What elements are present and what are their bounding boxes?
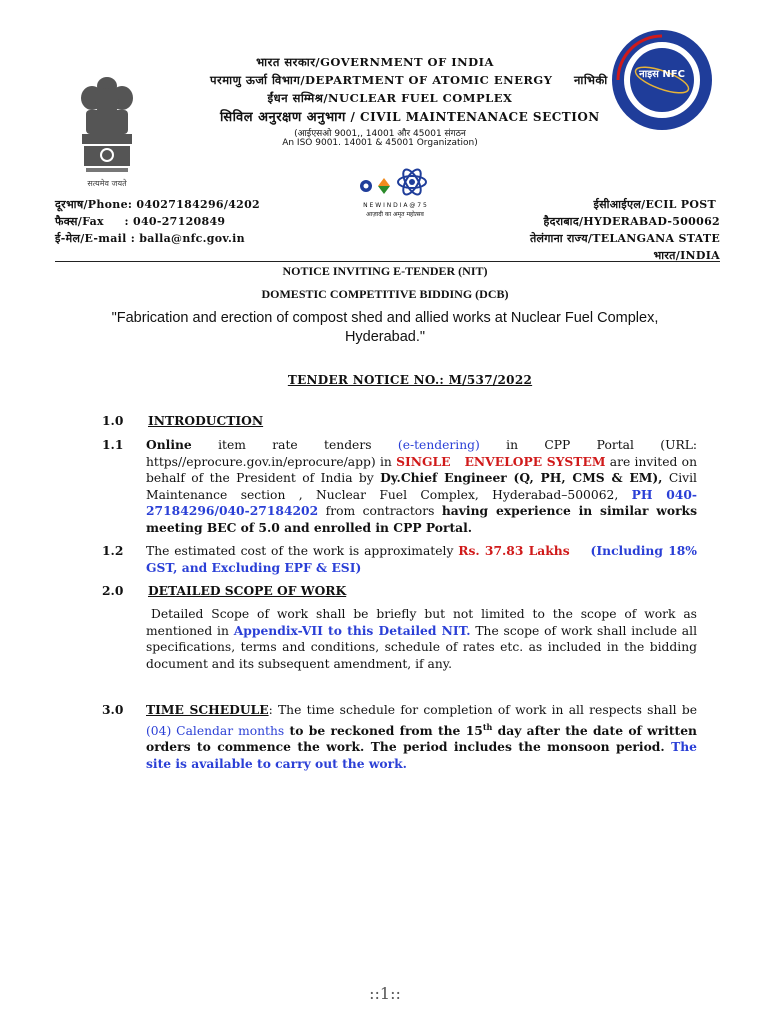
s11-text-j: from contractors [318, 504, 442, 518]
s11-dy-chief: Dy.Chief Engineer (Q, PH, CMS & EM), [380, 470, 663, 485]
s11-text [146, 437, 697, 536]
header-nfc: ईंधन सम्मिश्र/NUCLEAR FUEL COMPLEX [267, 91, 513, 105]
center-logos [350, 158, 440, 228]
s3-site: The site is available to carry out the work. [146, 739, 697, 771]
contact-country: भारत/INDIA [653, 249, 720, 262]
s11-text-d: in CPP Portal (URL: https//eprocure.gov.in/eprocure/app) in [146, 438, 698, 469]
s12-text-a: The estimated cost of the work is approximately [146, 544, 459, 558]
s3-text [146, 702, 697, 772]
s2-appendix: Appendix-VII to this Detailed NIT. [233, 622, 471, 638]
nfc-logo [612, 28, 712, 138]
title-nit: NOTICE INVITING E-TENDER (NIT) [282, 264, 488, 278]
header-section [220, 107, 620, 125]
tender-notice-no: TENDER NOTICE NO.: M/537/2022 [287, 373, 533, 387]
s3-number: 3.0 [102, 702, 124, 717]
emblem-caption: सत्यमेव जयते [87, 179, 127, 188]
s1-number: 1.0 [102, 413, 124, 428]
contact-left [55, 196, 345, 247]
s12-number: 1.2 [102, 543, 124, 558]
national-emblem [72, 72, 142, 187]
s11-text-f: are invited on behalf of the President of India by [146, 454, 697, 485]
s11-text-h: Civil Maintenance section , Nuclear Fuel Complex, Hyderabad–500062, [146, 471, 697, 502]
s12-text [146, 543, 702, 576]
s12-gst: (Including 18% GST, and Excluding EPF & ESI) [146, 543, 702, 575]
s3-text-a: : The time schedule for completion of work in all respects shall be [268, 703, 698, 717]
s2-text-c: The scope of work shall include all specifications, terms and conditions, schedule of rates etc. as included in the bidding document and its subsequent amendment, if any. [146, 623, 698, 671]
contact-city: हैदराबाद/HYDERABAD-500062 [543, 215, 720, 228]
contact-fax: फैक्स/Fax : 040-27120849 [55, 215, 226, 228]
s3-months: (04) Calendar months [146, 723, 285, 738]
s11-etendering: (e-tendering) [397, 438, 480, 452]
header-divider [55, 261, 720, 262]
page-number: ::1:: [369, 984, 401, 1003]
s3-sup: th [482, 721, 493, 732]
work-title-line1: "Fabrication and erection of compost shed and allied works at Nuclear Fuel Complex, [111, 310, 659, 326]
s3-text-d: day after the date of written orders to commence the work. The period includes the monsoon period. [146, 722, 697, 755]
header-dae: परमाणु ऊर्जा विभाग/DEPARTMENT OF ATOMIC ENERGY [210, 73, 553, 87]
s2-text [146, 606, 697, 672]
contact-post: ईसीआईएल/ECIL POST [593, 198, 716, 211]
center-logo-caption-1: N E W I N D I A @ 7 5 [363, 202, 427, 209]
header-govt: भारत सरकार/GOVERNMENT OF INDIA [256, 55, 494, 69]
header-section-en: / CIVIL MAINTENANACE SECTION [350, 110, 600, 124]
s3-text-c: to be reckoned from the 15 [284, 722, 483, 738]
s11-text-b: item rate tenders [191, 438, 398, 452]
center-logo-caption-2: आज़ादी का अमृत महोत्सव [366, 211, 424, 218]
work-title-line2: Hyderabad." [344, 329, 426, 345]
s11-number: 1.1 [102, 437, 124, 452]
s11-experience: having experience in similar works meeting BEC of 5.0 and enrolled in CPP Portal. [146, 503, 697, 535]
contact-state: तेलंगाना राज्य/TELANGANA STATE [529, 232, 720, 245]
header-section-hi: सिविल अनुरक्षण अनुभाग [220, 110, 346, 125]
contact-right [440, 196, 720, 264]
contact-email[interactable]: ई-मेल/E-mail : balla@nfc.gov.in [55, 232, 245, 245]
nfc-logo-text: नाइस NFC [639, 69, 685, 80]
work-title [70, 309, 700, 347]
contact-phone: दूरभाष/Phone: 04027184296/4202 [55, 198, 261, 211]
s11-online: Online [146, 437, 192, 452]
s2-number: 2.0 [102, 583, 124, 598]
header-nabhiki: नाभिकी [574, 73, 608, 87]
s12-cost: Rs. 37.83 Lakhs [458, 543, 570, 558]
s2-title: DETAILED SCOPE OF WORK [148, 583, 347, 598]
header-iso-hi: (आईएसओ 9001,, 14001 और 45001 संगठन [294, 129, 466, 139]
s3-title: TIME SCHEDULE [146, 702, 269, 717]
s1-title: INTRODUCTION [148, 413, 264, 428]
s11-phone: PH 040-27184296/040-27184202 [146, 486, 698, 518]
header-iso-en: An ISO 9001. 14001 & 45001 Organization) [282, 138, 478, 148]
title-dcb: DOMESTIC COMPETITIVE BIDDING (DCB) [261, 287, 509, 301]
s2-text-a: Detailed Scope of work shall be briefly but not limited to the scope of work as mentioned in [146, 607, 697, 638]
s11-single-envelope: SINGLE ENVELOPE SYSTEM [396, 453, 606, 469]
